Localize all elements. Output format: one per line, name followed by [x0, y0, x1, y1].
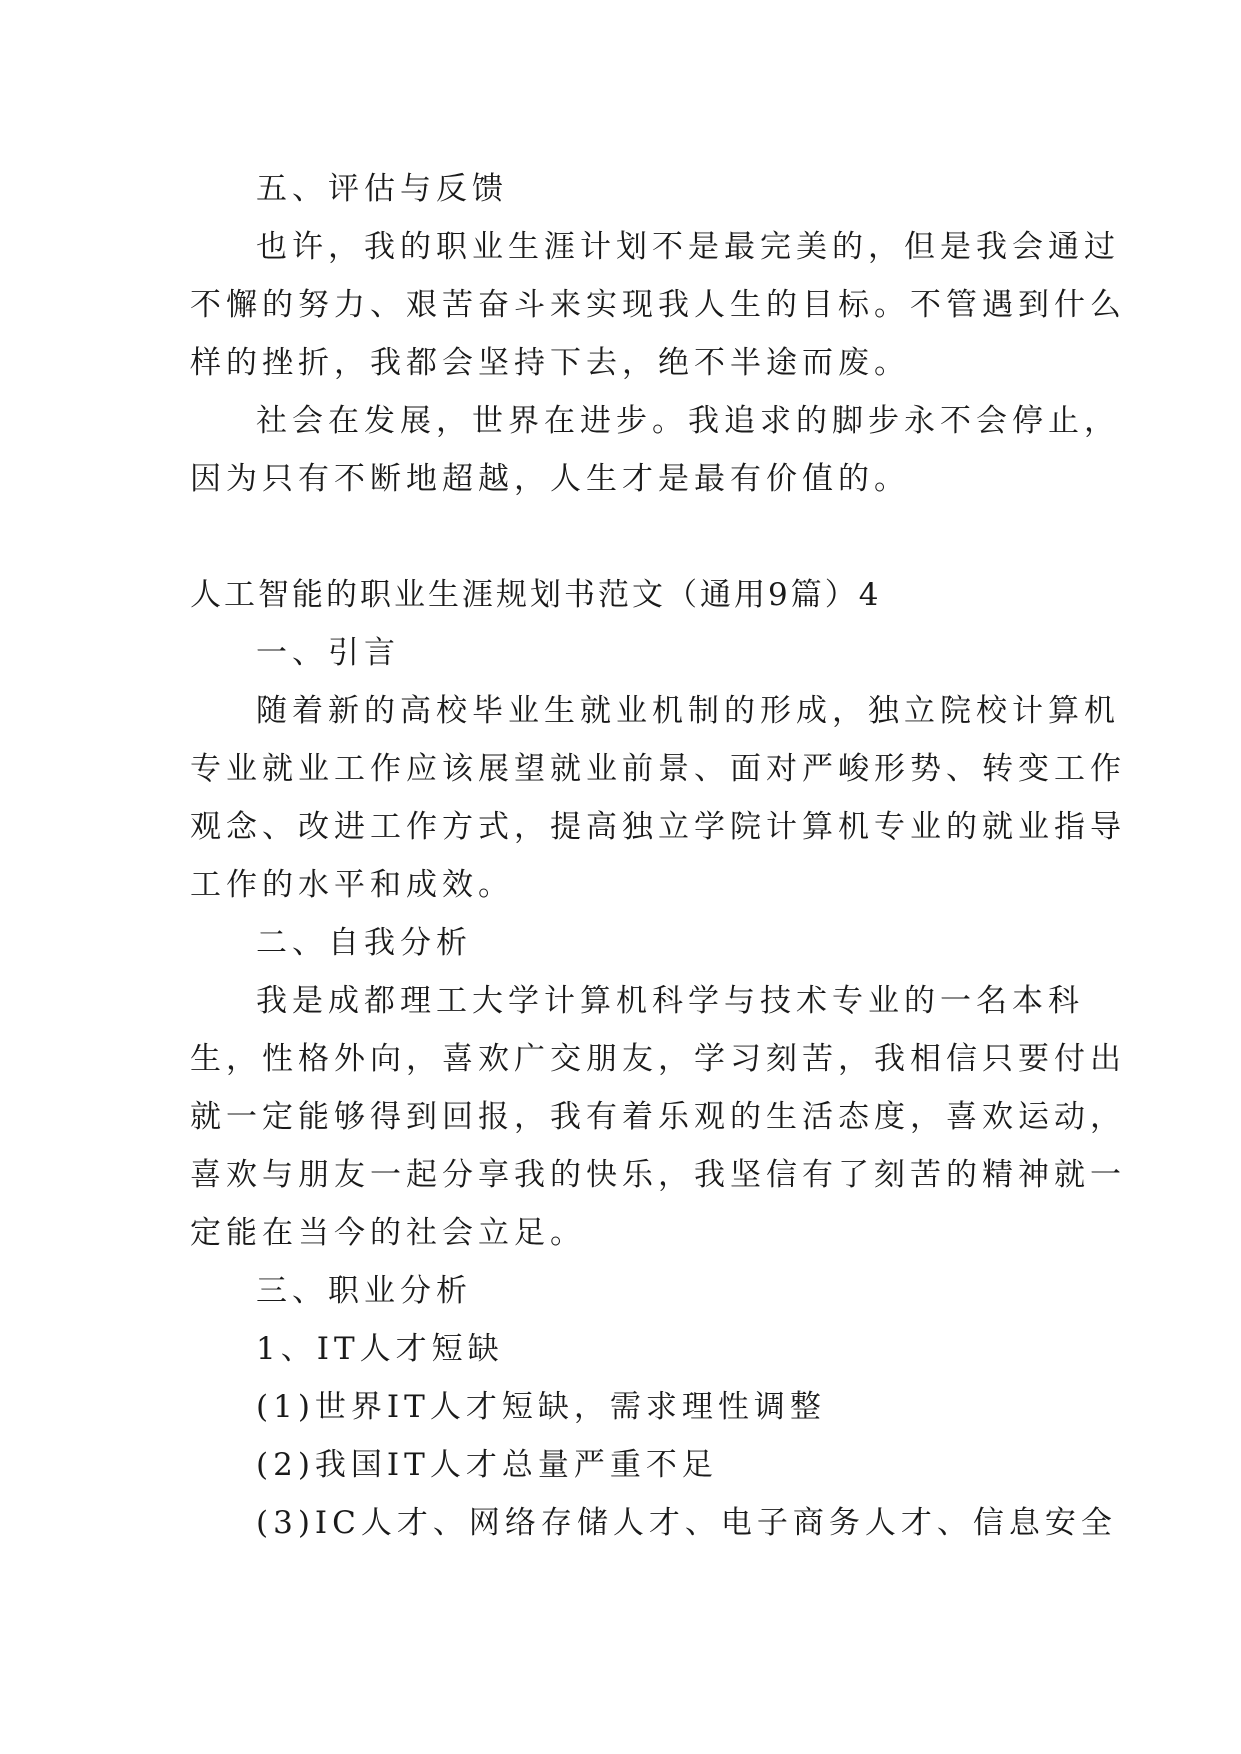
- paragraph-line: 因为只有不断地超越，人生才是最有价值的。: [190, 461, 910, 497]
- article-title: 人工智能的职业生涯规划书范文（通用9篇）4: [190, 577, 882, 613]
- list-item: (2)我国IT人才总量严重不足: [256, 1447, 718, 1483]
- paragraph-line: 随着新的高校毕业生就业机制的形成，独立院校计算机: [256, 693, 1120, 729]
- subsection-heading: 1、IT人才短缺: [256, 1331, 504, 1367]
- paragraph-line: 不懈的努力、艰苦奋斗来实现我人生的目标。不管遇到什么: [190, 287, 1126, 323]
- section-heading: 三、职业分析: [256, 1273, 472, 1309]
- section-heading: 二、自我分析: [256, 925, 472, 961]
- spacer: [190, 508, 1070, 566]
- paragraph-line: 专业就业工作应该展望就业前景、面对严峻形势、转变工作: [190, 751, 1126, 787]
- paragraph-line: 就一定能够得到回报，我有着乐观的生活态度，喜欢运动，: [190, 1099, 1126, 1135]
- section-heading: 一、引言: [256, 635, 400, 671]
- paragraph-line: 样的挫折，我都会坚持下去，绝不半途而废。: [190, 345, 910, 381]
- paragraph-line: 也许，我的职业生涯计划不是最完美的，但是我会通过: [256, 229, 1120, 265]
- paragraph-line: 我是成都理工大学计算机科学与技术专业的一名本科: [256, 983, 1084, 1019]
- paragraph-line: 生，性格外向，喜欢广交朋友，学习刻苦，我相信只要付出: [190, 1041, 1126, 1077]
- paragraph-line: 喜欢与朋友一起分享我的快乐，我坚信有了刻苦的精神就一: [190, 1157, 1126, 1193]
- section-heading: 五、评估与反馈: [256, 171, 508, 207]
- list-item: (1)世界IT人才短缺，需求理性调整: [256, 1389, 826, 1425]
- document-body: [190, 160, 1126, 1552]
- paragraph-line: 观念、改进工作方式，提高独立学院计算机专业的就业指导: [190, 809, 1126, 845]
- list-item: (3)IC人才、网络存储人才、电子商务人才、信息安全: [256, 1505, 1117, 1541]
- paragraph-line: 社会在发展，世界在进步。我追求的脚步永不会停止，: [256, 403, 1120, 439]
- paragraph-line: 定能在当今的社会立足。: [190, 1215, 586, 1251]
- paragraph-line: 工作的水平和成效。: [190, 867, 514, 903]
